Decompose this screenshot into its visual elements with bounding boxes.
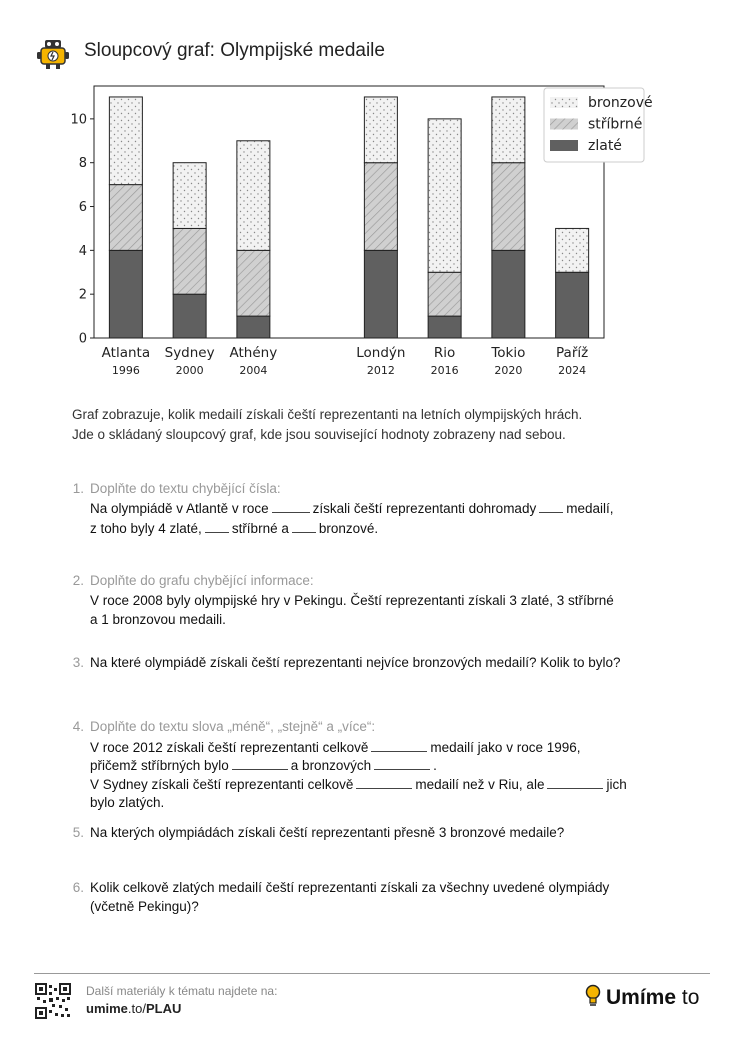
- task-1-text-f: bronzové.: [318, 521, 379, 536]
- task-6-line-1: Kolik celkově zlatých medailí čeští reprezentanti získali za všechny uvedené olympiády: [90, 880, 610, 895]
- task-4-instruction: Doplňte do textu slova „méně“, „stejně“ a „více“:: [90, 719, 376, 734]
- task-4-text-a: V roce 2012 získali čeští reprezentanti celkově: [90, 740, 369, 755]
- bar-segment-stříbrné: [109, 185, 142, 251]
- task-3-number: 3.: [72, 655, 84, 670]
- x-tick-year: 2020: [494, 364, 523, 377]
- task-1-text-d: z toho byly 4 zlaté,: [90, 521, 202, 536]
- task-4-text-e: .: [433, 758, 437, 773]
- footer-url-part-3: PLAU: [145, 1001, 182, 1016]
- intro-line-2: Jde o skládaný sloupcový graf, kde jsou související hodnoty zobrazeny nad sebou.: [72, 427, 566, 442]
- lightbulb-icon: [584, 984, 602, 1008]
- y-tick-label: 0: [78, 331, 87, 347]
- footer-link[interactable]: [86, 1001, 181, 1016]
- x-tick-year: 2012: [366, 364, 395, 377]
- answer-blank[interactable]: [356, 776, 412, 789]
- bar-segment-bronzové: [428, 119, 461, 272]
- x-tick-label: Atlanta: [101, 345, 151, 361]
- y-tick-label: 6: [78, 200, 87, 216]
- task-6-number: 6.: [72, 880, 84, 895]
- footer-url-part-1: umime: [86, 1001, 128, 1016]
- chart-legend: [544, 88, 653, 162]
- task-1-line-2: [90, 520, 378, 536]
- x-tick-year: 2000: [175, 364, 204, 377]
- task-4-text-h: jich: [606, 777, 627, 792]
- stacked-bar-chart: [60, 80, 653, 380]
- x-tick-label: Rio: [433, 345, 456, 361]
- y-tick-label: 8: [78, 156, 87, 172]
- bar-segment-zlaté: [109, 250, 142, 338]
- task-2-instruction: Doplňte do grafu chybějící informace:: [90, 573, 314, 588]
- task-1-line-1: [90, 500, 613, 516]
- x-tick-label: Paříž: [556, 345, 589, 361]
- y-tick-label: 2: [78, 287, 87, 303]
- x-tick-label: Tokio: [491, 345, 526, 361]
- task-4-line-2: [90, 757, 437, 773]
- footer-url-part-2: .to/: [127, 1001, 146, 1016]
- legend-swatch: [550, 119, 578, 130]
- task-1-number: 1.: [72, 481, 84, 496]
- task-3-text: Na které olympiádě získali čeští reprezentanti nejvíce bronzových medailí? Kolik to bylo?: [90, 655, 621, 670]
- bar-segment-stříbrné: [428, 272, 461, 316]
- task-4-text-b: medailí jako v roce 1996,: [430, 740, 581, 755]
- medal-chart: [60, 80, 653, 385]
- bar-segment-stříbrné: [492, 163, 525, 251]
- x-tick-year: 2024: [558, 364, 587, 377]
- x-tick-year: 2004: [239, 364, 268, 377]
- legend-label: zlaté: [588, 138, 622, 154]
- task-4-line-4: bylo zlatých.: [90, 795, 165, 810]
- answer-blank[interactable]: [292, 520, 316, 533]
- task-6-line-2: (včetně Pekingu)?: [90, 899, 199, 914]
- bar-segment-zlaté: [364, 250, 397, 338]
- task-1-instruction: Doplňte do textu chybějící čísla:: [90, 481, 281, 496]
- task-2-line-2: a 1 bronzovou medaili.: [90, 612, 226, 627]
- legend-swatch: [550, 97, 578, 108]
- brand-logo: [584, 984, 699, 1010]
- task-4-text-g: medailí než v Riu, ale: [415, 777, 545, 792]
- answer-blank[interactable]: [547, 776, 603, 789]
- x-tick-year: 2016: [430, 364, 459, 377]
- legend-label: bronzové: [588, 95, 653, 111]
- answer-blank[interactable]: [232, 757, 288, 770]
- qr-code-icon[interactable]: [35, 983, 71, 1024]
- bar-segment-zlaté: [492, 250, 525, 338]
- task-1-text-a: Na olympiádě v Atlantě v roce: [90, 501, 269, 516]
- task-1-text-b: získali čeští reprezentanti dohromady: [312, 501, 537, 516]
- answer-blank[interactable]: [205, 520, 229, 533]
- bar-segment-bronzové: [364, 97, 397, 163]
- umime-robot-logo: [36, 38, 70, 75]
- footer-text: Další materiály k tématu najdete na:: [86, 984, 278, 998]
- task-5-number: 5.: [72, 825, 84, 840]
- y-tick-label: 4: [78, 243, 87, 259]
- task-4-text-f: V Sydney získali čeští reprezentanti celkově: [90, 777, 354, 792]
- bar-segment-bronzové: [173, 163, 206, 229]
- bar-segment-bronzové: [237, 141, 270, 251]
- x-tick-year: 1996: [111, 364, 140, 377]
- bar-segment-bronzové: [109, 97, 142, 185]
- page-title: Sloupcový graf: Olympijské medaile: [84, 40, 385, 61]
- x-tick-label: Sydney: [164, 345, 215, 361]
- task-4-text-c: přičemž stříbrných bylo: [90, 758, 229, 773]
- bar-segment-zlaté: [428, 316, 461, 338]
- x-tick-label: Athény: [229, 345, 278, 361]
- bar-segment-stříbrné: [173, 228, 206, 294]
- task-4-line-1: [90, 739, 581, 755]
- task-1-text-e: stříbrné a: [231, 521, 289, 536]
- bar-segment-bronzové: [492, 97, 525, 163]
- legend-swatch: [550, 140, 578, 151]
- task-4-text-d: a bronzových: [290, 758, 372, 773]
- plot-frame: [94, 86, 604, 338]
- bar-segment-zlaté: [237, 316, 270, 338]
- answer-blank[interactable]: [371, 739, 427, 752]
- answer-blank[interactable]: [272, 500, 310, 513]
- task-5-text: Na kterých olympiádách získali čeští reprezentanti přesně 3 bronzové medaile?: [90, 825, 565, 840]
- task-2-number: 2.: [72, 573, 84, 588]
- task-4-number: 4.: [72, 719, 84, 734]
- y-tick-label: 10: [70, 112, 87, 128]
- brand-name-bold: Umíme: [606, 986, 677, 1009]
- bar-segment-stříbrné: [364, 163, 397, 251]
- bar-segment-zlaté: [173, 294, 206, 338]
- task-1-text-c: medailí,: [566, 501, 614, 516]
- bar-segment-bronzové: [556, 228, 589, 272]
- x-tick-label: Londýn: [356, 345, 406, 361]
- legend-label: stříbrné: [588, 116, 643, 133]
- brand-name-light: to: [676, 986, 700, 1009]
- answer-blank[interactable]: [539, 500, 563, 513]
- task-2-line-1: V roce 2008 byly olympijské hry v Pekingu. Čeští reprezentanti získali 3 zlaté, 3 stříbrné: [90, 593, 614, 608]
- bar-segment-stříbrné: [237, 250, 270, 316]
- task-4-line-3: [90, 776, 627, 792]
- footer-divider: [34, 973, 710, 974]
- answer-blank[interactable]: [374, 757, 430, 770]
- intro-line-1: Graf zobrazuje, kolik medailí získali čeští reprezentanti na letních olympijských hrách.: [72, 407, 583, 422]
- bar-segment-zlaté: [556, 272, 589, 338]
